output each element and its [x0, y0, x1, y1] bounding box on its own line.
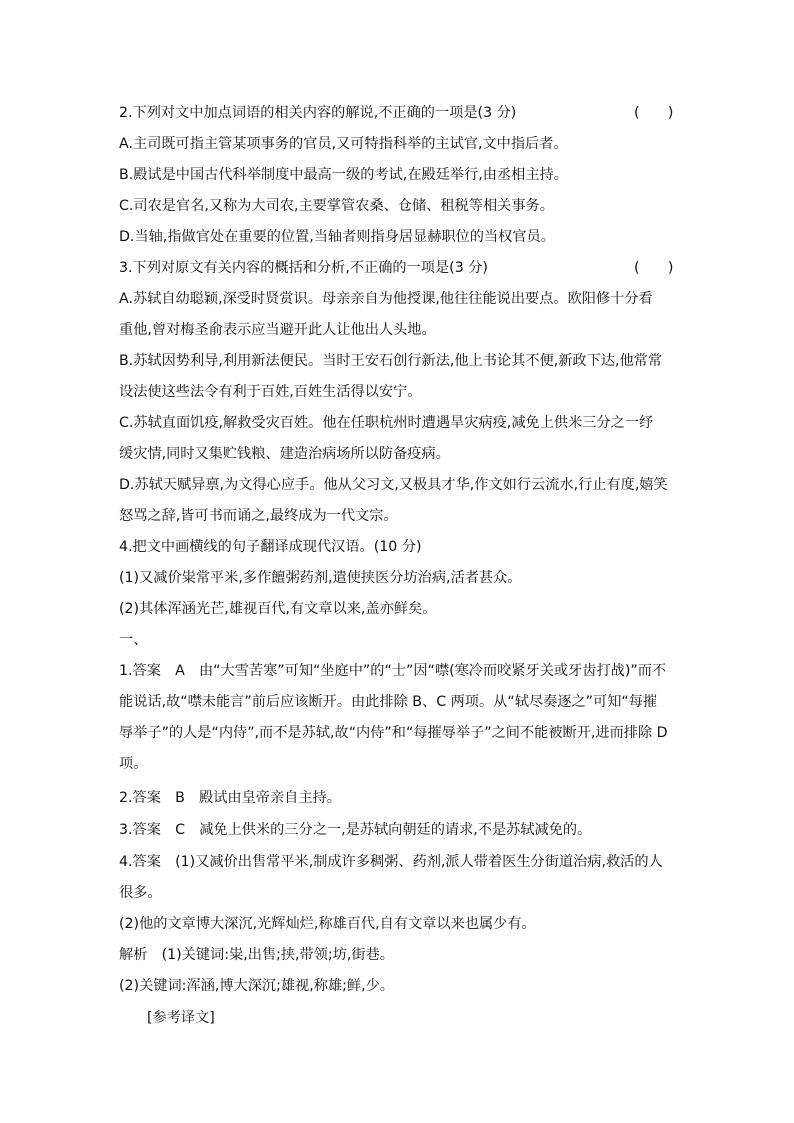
analysis-line-1: 解析 (1)关键词:粜,出售;挟,带领;坊,街巷。 [119, 947, 394, 963]
question-3-option-c-line-2: 缓灾情,同时又集贮钱粮、建造治病场所以防备疫病。 [119, 446, 450, 462]
answer-4-line-3: (2)他的文章博大深沉,光辉灿烂,称雄百代,自有文章以来也属少有。 [119, 916, 536, 932]
question-4-stem: 4.把文中画横线的句子翻译成现代汉语。(10 分) [119, 539, 422, 555]
answer-2: 2.答案 B 殿试由皇帝亲自主持。 [119, 790, 341, 806]
analysis-line-2: (2)关键词:浑涵,博大深沉;雄视,称雄;鲜,少。 [119, 978, 394, 994]
question-3-option-d-line-1: D.苏轼天赋异禀,为文得心应手。他从父习文,又极具才华,作文如行云流水,行止有度,嬉笑 [119, 477, 668, 493]
question-2-option-d: D.当轴,指做官处在重要的位置,当轴者则指身居显赫职位的当权官员。 [119, 229, 555, 245]
question-2-option-b: B.殿试是中国古代科举制度中最高一级的考试,在殿廷举行,由丞相主持。 [119, 167, 568, 183]
reference-translation-heading: [参考译文] [147, 1010, 215, 1026]
question-2-answer-blank: ( ) [634, 105, 674, 121]
section-mark: 一、 [119, 632, 148, 648]
question-3-answer-blank: ( ) [634, 260, 674, 276]
question-2-option-a: A.主司既可指主管某项事务的官员,又可特指科举的主试官,文中指后者。 [119, 136, 568, 152]
question-3-stem: 3.下列对原文有关内容的概括和分析,不正确的一项是(3 分) [119, 260, 488, 276]
answer-4-line-1: 4.答案 (1)又减价出售常平米,制成许多稠粥、药剂,派人带着医生分街道治病,救活的人 [119, 854, 663, 870]
question-3-option-b-line-1: B.苏轼因势利导,利用新法便民。当时王安石创行新法,他上书论其不便,新政下达,他常常 [119, 353, 663, 369]
question-3-option-d-line-2: 怒骂之辞,皆可书而诵之,最终成为一代文宗。 [119, 508, 398, 524]
answer-1-line-2: 能说话,故“噤未能言”前后应该断开。由此排除 B、C 两项。从“轼尽奏逐之”可知“每摧 [119, 694, 658, 710]
question-3-option-a-line-1: A.苏轼自幼聪颖,深受时贤赏识。母亲亲自为他授课,他往往能说出要点。欧阳修十分看 [119, 291, 653, 307]
question-2-stem: 2.下列对文中加点词语的相关内容的解说,不正确的一项是(3 分) [119, 105, 517, 121]
question-2-option-c: C.司农是官名,又称为大司农,主要掌管农桑、仓储、租税等相关事务。 [119, 198, 554, 214]
answer-1-line-4: 项。 [119, 756, 148, 772]
question-3-option-a-line-2: 重他,曾对梅圣俞表示应当避开此人让他出人头地。 [119, 322, 436, 338]
question-3-option-b-line-2: 设法使这些法令有利于百姓,百姓生活得以安宁。 [119, 384, 422, 400]
question-4-item-1: (1)又减价粜常平米,多作饘粥药剂,遣使挟医分坊治病,活者甚众。 [119, 570, 522, 586]
question-3-option-c-line-1: C.苏轼直面饥疫,解救受灾百姓。他在任职杭州时遭遇旱灾病疫,减免上供米三分之一纾 [119, 415, 654, 431]
answer-3: 3.答案 C 减免上供米的三分之一,是苏轼向朝廷的请求,不是苏轼减免的。 [119, 822, 592, 838]
question-4-item-2: (2)其体浑涵光芒,雄视百代,有文章以来,盖亦鲜矣。 [119, 601, 437, 617]
answer-1-line-1: 1.答案 A 由“大雪苦寒”可知“坐庭中”的“士”因“噤(寒冷而咬紧牙关或牙齿打战)”而不 [119, 663, 667, 679]
answer-4-line-2: 很多。 [119, 885, 162, 901]
answer-1-line-3: 辱举子”的人是“内侍”,而不是苏轼,故“内侍”和“每摧辱举子”之间不能被断开,进而排除 D [119, 725, 668, 741]
